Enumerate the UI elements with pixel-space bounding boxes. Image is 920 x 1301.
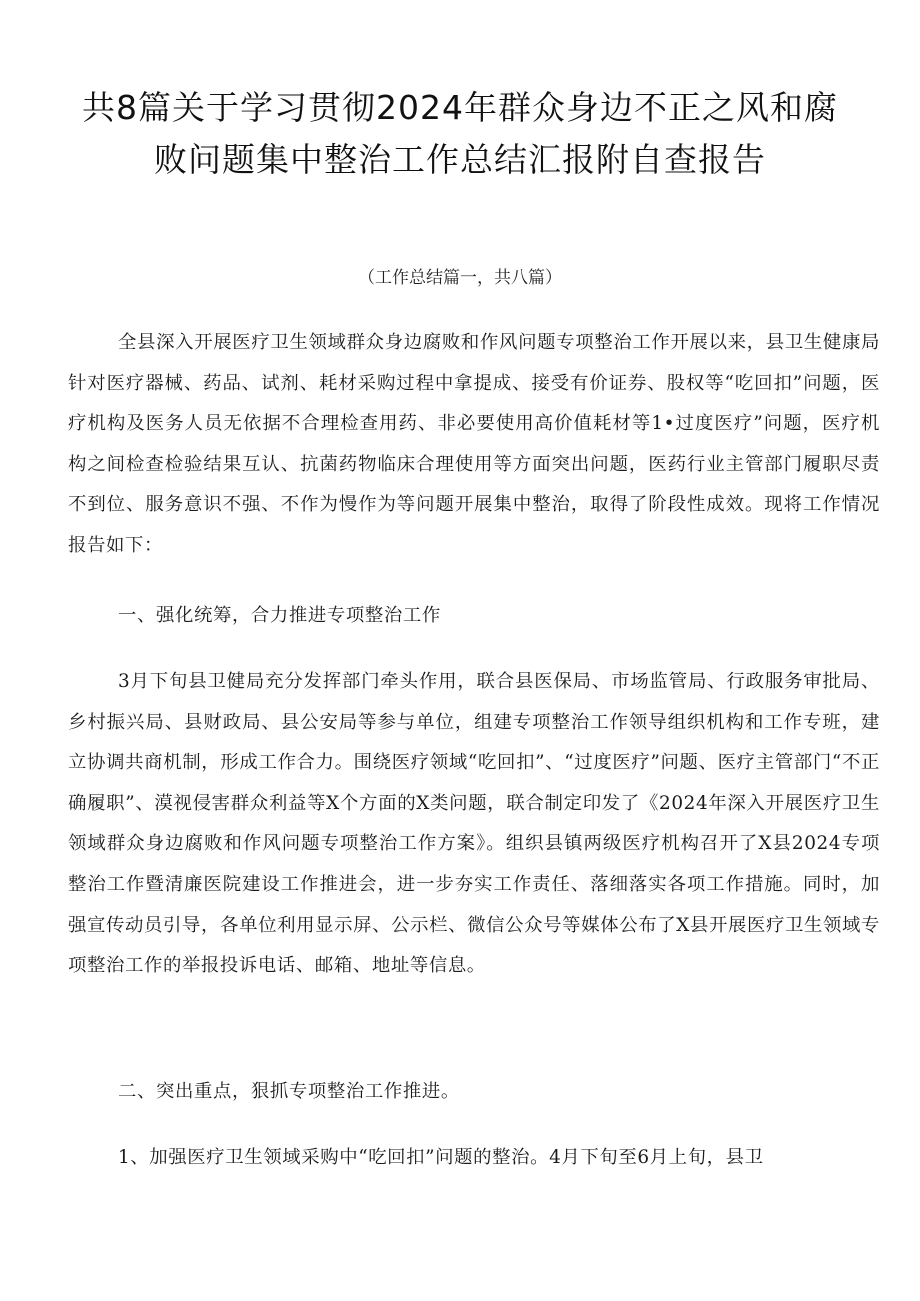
- document-title-line2: 败问题集中整治工作总结汇报附自查报告: [154, 140, 766, 179]
- document-title-line1: 共8篇关于学习贯彻2024年群众身边不正之风和腐: [82, 88, 838, 127]
- section-heading-2: 二、突出重点，狠抓专项整治工作推进。: [118, 1081, 460, 1102]
- paragraph-section-1: 3月下旬县卫健局充分发挥部门牵头作用，联合县医保局、市场监管局、行政服务审批局、乡村振兴局、县财政局、县公安局等参与单位，组建专项整治工作领导组织机构和工作专班，建立协调共商机制，形成工作合力。围绕医疗领域“吃回扣”、“过度医疗”问题、医疗主管部门“不正确履职”、漠视侵害群众利益等X个方面的X类问题，联合制定印发了《2024年深入开展医疗卫生领域群众身边腐败和作风问题专项整治工作方案》。组织县镇两级医疗机构召开了X县2024专项整治工作暨清廉医院建设工作推进会，进一步夯实工作责任、落细落实各项工作措施。同时，加强宣传动员引导，各单位利用显示屏、公示栏、微信公众号等媒体公布了X县开展医疗卫生领域专项整治工作的举报投诉电话、邮箱、地址等信息。: [68, 671, 880, 977]
- paragraph-intro: 全县深入开展医疗卫生领域群众身边腐败和作风问题专项整治工作开展以来，县卫生健康局针对医疗器械、药品、试剂、耗材采购过程中拿提成、接受有价证券、股权等“吃回扣”问题，医疗机构及医务人员无依据不合理检查用药、非必要使用高价值耗材等1•过度医疗”问题，医疗机构之间检查检验结果互认、抗菌药物临床合理使用等方面突出问题，医药行业主管部门履职尽责不到位、服务意识不强、不作为慢作为等问题开展集中整治，取得了阶段性成效。现将工作情况报告如下：: [68, 332, 880, 556]
- document-subtitle: （工作总结篇一，共八篇）: [358, 268, 562, 288]
- paragraph-section-2: 1、加强医疗卫生领域采购中“吃回扣”问题的整治。4月下旬至6月上旬，县卫: [118, 1147, 764, 1168]
- section-heading-1: 一、强化统筹，合力推进专项整治工作: [118, 605, 441, 626]
